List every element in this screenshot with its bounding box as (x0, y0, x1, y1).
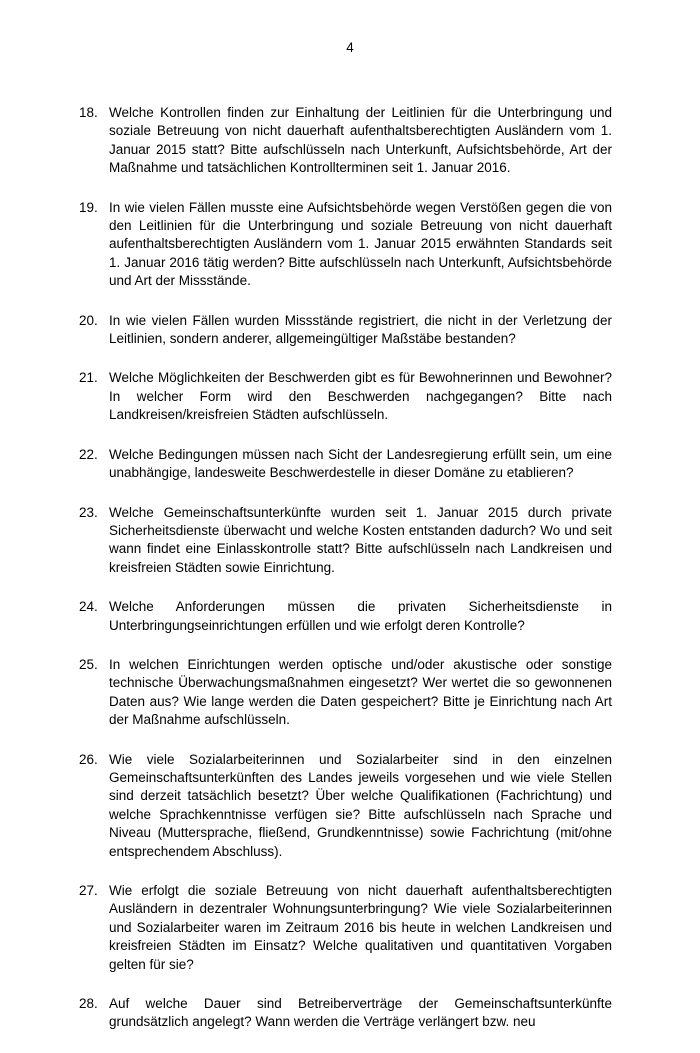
question-number: 20. (79, 312, 98, 328)
question-number: 21. (79, 370, 98, 386)
question-item (79, 104, 612, 178)
question-text: Wie viele Sozialarbeiterinnen und Sozialarbeiter sind in den einzelnen Gemeinschaftsunterkünften des Landes jeweils vorgesehen und wie viele Stellen sind derzeit tatsächlich besetzt? Über welche Qualifikationen (Fachrichtung) und welche Sprachkenntnisse verfügen sie? Bitte aufschlüsseln nach Sprache und Niveau (Muttersprache, fließend, Grundkenntnisse) sowie Fachrichtung (mit/ohne entsprechendem Abschluss). (109, 751, 612, 859)
question-number: 26. (79, 751, 98, 767)
question-item (79, 598, 612, 635)
question-number: 19. (79, 199, 98, 215)
question-number: 23. (79, 504, 98, 520)
question-item (79, 656, 612, 730)
question-item (79, 751, 612, 861)
question-text: Welche Anforderungen müssen die privaten Sicherheitsdienste in Unterbringungseinrichtungen erfüllen und wie erfolgt deren Kontrolle? (109, 599, 612, 633)
question-text: Wie erfolgt die soziale Betreuung von nicht dauerhaft aufenthaltsberechtigten Ausländern in dezentraler Wohnungsunterbringung? Wie viele Sozialarbeiterinnen und Sozialarbeiter waren im Zeitraum 2016 bis heute in welchen Landkreisen und kreisfreien Städten im Einsatz? Welche qualitativen und quantitativen Vorgaben gelten für sie? (109, 883, 612, 972)
question-number: 22. (79, 446, 98, 462)
question-text: In wie vielen Fällen musste eine Aufsichtsbehörde wegen Verstößen gegen die von den Leitlinien für die Unterbringung und soziale Betreuung von nicht dauerhaft aufenthaltsberechtigten Ausländern vom 1. Januar 2015 erwähnten Standards seit 1. Januar 2016 tätig werden? Bitte aufschlüsseln nach Unterkunft, Aufsichtsbehörde und Art der Missstände. (109, 199, 612, 289)
question-number: 27. (79, 883, 98, 898)
question-item (79, 446, 612, 483)
question-item (79, 199, 612, 291)
question-text: In welchen Einrichtungen werden optische und/oder akustische oder sonstige technische Überwachungsmaßnahmen eingesetzt? Wer wertet die so gewonnenen Daten aus? Wie lange werden die Daten gespeichert? Bitte je Einrichtung nach Art der Maßnahme aufschlüsseln. (109, 656, 612, 728)
question-number: 18. (79, 105, 98, 120)
question-list (79, 104, 612, 1053)
question-text: Welche Möglichkeiten der Beschwerden gibt es für Bewohnerinnen und Bewohner? In welcher Form wird den Beschwerden nachgegangen? Bitte nach Landkreisen/kreisfreien Städten aufschlüsseln. (109, 370, 612, 423)
question-item (79, 882, 612, 974)
question-number: 25. (79, 656, 98, 672)
question-text: Welche Gemeinschaftsunterkünfte wurden seit 1. Januar 2015 durch private Sicherheitsdienste überwacht und welche Kosten entstanden dadurch? Wo und seit wann findet eine Einlasskontrolle statt? Bitte aufschlüsseln nach Landkreisen und kreisfreien Städten sowie Einrichtung. (109, 504, 612, 575)
question-text: In wie vielen Fällen wurden Missstände registriert, die nicht in der Verletzung der Leitlinien, sondern anderer, allgemeingültiger Maßstäbe bestanden? (109, 312, 612, 347)
question-item (79, 995, 612, 1032)
question-number: 28. (79, 996, 98, 1012)
page-number: 4 (346, 40, 354, 55)
question-text: Welche Kontrollen finden zur Einhaltung der Leitlinien für die Unterbringung und soziale Betreuung von nicht dauerhaft aufenthaltsberechtigten Ausländern vom 1. Januar 2015 statt? Bitte aufschlüsseln nach Unterkunft, Aufsichtsbehörde, Art der Maßnahme und tatsächlichen Kontrollterminen seit 1. Januar 2016. (109, 105, 612, 176)
question-number: 24. (79, 599, 98, 615)
question-text: Welche Bedingungen müssen nach Sicht der Landesregierung erfüllt sein, um eine unabhängige, landesweite Beschwerdestelle in dieser Domäne zu etablieren? (109, 446, 612, 481)
question-item (79, 312, 612, 349)
question-item (79, 504, 612, 578)
question-item (79, 369, 612, 424)
question-text: Auf welche Dauer sind Betreiberverträge der Gemeinschaftsunterkünfte grundsätzlich angelegt? Wann werden die Verträge verlängert bzw. neu (109, 996, 612, 1030)
